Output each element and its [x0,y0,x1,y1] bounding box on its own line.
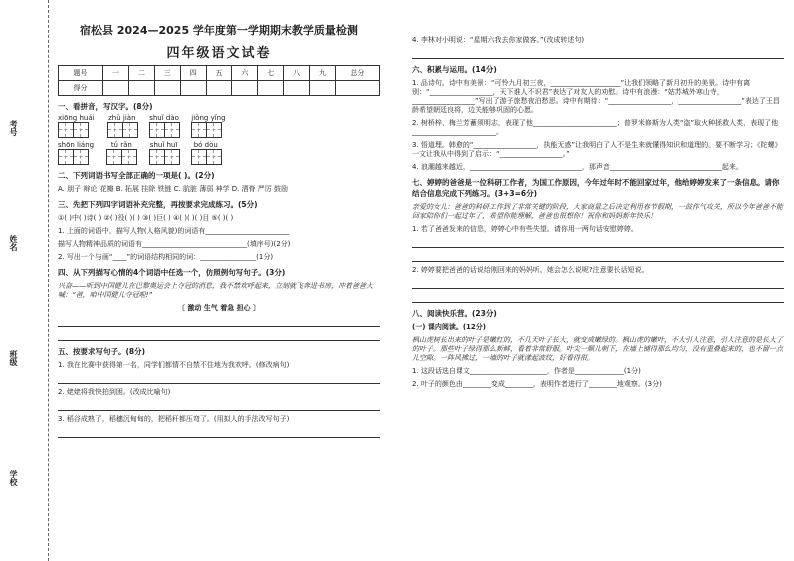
writing-cell[interactable] [191,149,207,165]
answer-line[interactable] [58,316,380,327]
score-header-cell: 九 [310,66,336,81]
score-header-cell: 六 [232,66,258,81]
section-5-q2: 2. 姥姥将我快拍到困。(改成比喻句) [58,388,171,396]
score-header-cell: 八 [284,66,310,81]
section-3-fill: ①( )中( )诗( ) ②( )役( )( ) ③( )巨( ) ④( )( )( )目 ⑤( )( ) [58,214,234,222]
pinyin-grid [58,114,380,165]
pinyin-text: jiǒng yǐng [191,114,226,122]
score-cell[interactable] [103,81,129,96]
margin-label-name: 姓名 [9,235,18,251]
score-header-cell: 一 [103,66,129,81]
section-6-q4: 4. 浪潮越来越近，________________________________，那声音________________________________起来。 [412,163,743,171]
question-indirect-speech: 4. 李林对小明说：“星期六我去你家做客。”(改成转述句) [412,36,585,44]
section-6-q1: 1. 品诗句。诗中有美景：“可怜九月初三夜，____________________”让我们领略了新月初升的美景。诗中有离别：“__________________，天下谁人不识君”表达了对友人的劝慰。诗中有浪漫：“姑苏城外寒山寺，__________________”写出了游子旅愁夜泊愁思。诗中有期待：“__________________，__________________”表达了王昌龄希望朝廷良将，边关能够巩固的心愿。 [412,79,780,114]
writing-cell[interactable] [58,149,74,165]
pinyin-text: zhǔ jiàn [108,114,136,122]
pinyin-item [107,114,137,138]
pinyin-item [191,114,225,138]
margin-label-class: 班级 [9,350,18,366]
section-6-q2: 2. 树桥梓、梅兰芳蓄须明志，表现了他________________________；普罗米修斯为人类“盗”取火种拯救人类，表现了他________________________。 [412,119,779,136]
score-cell[interactable] [128,81,154,96]
section-8-heading: 八、阅读快乐营。(23分) [412,309,497,318]
section-7-q2: 2. 婷婷要把爸爸的话说给刚回来的妈妈听。她会怎么说呢?注意要长话短说。 [412,266,649,274]
section-3-heading: 三、先把下列四字词语补充完整，再按要求完成练习。(5分) [58,200,258,209]
section-2-options: A. 朋子 辩论 花瓣 B. 拓展 挂除 铁链 C. 肮脏 薄弱 神学 D. 洒脊 严厉 鼓励 [58,185,289,193]
section-6-heading: 六、积累与运用。(14分) [412,65,497,74]
score-header-cell: 三 [154,66,180,81]
score-header-cell: 题号 [59,66,103,81]
left-column [58,6,380,556]
writing-cell[interactable] [206,149,222,165]
section-6-q3: 3. 悟道理。韩愈的“__________________，执能无惑”让我明白了人不是生来就懂得知识和道理的。要不断学习；《陀螺》一文让我从中得到了启示：“__________________。” [412,141,782,158]
writing-cell[interactable] [58,122,74,138]
score-header-cell: 总分 [335,66,379,81]
answer-line[interactable] [412,278,784,289]
writing-cell[interactable] [164,122,180,138]
margin-label-school: 学校 [9,470,18,486]
score-cell[interactable] [154,81,180,96]
pinyin-item [149,114,179,138]
writing-cell[interactable] [191,122,207,138]
pinyin-item [58,114,95,138]
exam-title: 宿松县 2024—2025 学年度第一学期期末教学质量检测 [80,24,358,37]
score-table [58,65,380,96]
section-1-heading: 一、看拼音，写汉字。(8分) [58,102,153,111]
answer-line[interactable] [412,237,784,248]
section-2-heading: 二、下列词语书写全部正确的一项是( )。(2分) [58,171,215,180]
writing-cell[interactable] [149,122,165,138]
pinyin-item [191,141,221,165]
pinyin-item [58,141,94,165]
writing-cell[interactable] [164,149,180,165]
pinyin-item [149,141,179,165]
pinyin-item [106,141,136,165]
section-8-q1: 1. 这段话选自课文______________________，作者是______________(1分) [412,367,641,375]
score-header-cell: 七 [258,66,284,81]
section-7-heading: 七、婷婷的爸爸是一位科研工作者，为国工作原因，今年过年时不能回家过年，他给婷婷发来了一条信息。请你结合信息完成下列练习。(3+3=6分) [412,178,780,198]
section-8-q2: 2. 叶子的颜色由________变成________，表明作者进行了________地观察。(3分) [412,380,662,388]
score-header-cell: 二 [128,66,154,81]
section-4-heading: 四、从下列描写心情的4个词语中任选一个，仿照例句写句子。(3分) [58,268,286,277]
score-cell[interactable] [310,81,336,96]
score-row-label: 得分 [59,81,103,96]
pinyin-text: bó dòu [193,141,218,149]
pinyin-text: xiōng huái [58,114,95,122]
writing-cell[interactable] [106,149,122,165]
section-5-q1: 1. 我在比赛中获得第一名，同学们都情不自禁不住地为我欢呼。(修改病句) [58,361,290,369]
answer-line[interactable] [58,400,380,411]
score-cell[interactable] [284,81,310,96]
score-cell[interactable] [232,81,258,96]
section-5-heading: 五、按要求写句子。(8分) [58,347,146,356]
writing-cell[interactable] [206,122,222,138]
writing-cell[interactable] [121,149,137,165]
section-4-example: 兴奋——听到中国健儿在巴黎奥运会上夺冠的消息，我不禁欢呼起来，立刻就飞奔进书房，冲着爸爸大喊：“爸，咱中国健儿夺冠啦!” [58,282,373,299]
writing-cell[interactable] [73,122,89,138]
score-cell[interactable] [206,81,232,96]
section-5-q3: 3. 稻谷成熟了，稻穗沉甸甸的，把稻秆都压弯了。(用拟人的手法改写句子) [58,415,290,423]
answer-line[interactable] [58,330,380,341]
answer-line[interactable] [412,251,784,262]
margin-label-exam-number: 考号 [9,120,18,136]
right-column [412,6,784,556]
section-3-q1: 1. 上面的词语中，描写人物(人格风貌)的词语有________________________ [58,227,290,235]
section-3-q1b: 描写人物精神品质的词语有______________________________(填序号)(2分) [58,240,291,248]
score-cell[interactable] [180,81,206,96]
section-7-q1: 1. 若了爸爸发来的信息，婷婷心中有些失望。请你用一两句话安慰婷婷。 [412,225,638,233]
pinyin-text: shuǐ huī [149,141,178,149]
writing-cell[interactable] [149,149,165,165]
writing-cell[interactable] [73,149,89,165]
writing-cell[interactable] [122,122,138,138]
answer-line[interactable] [412,292,784,303]
answer-line[interactable] [412,48,784,59]
pinyin-text: shōn liáng [58,141,95,149]
answer-line[interactable] [58,427,380,438]
score-cell[interactable] [258,81,284,96]
writing-cell[interactable] [107,122,123,138]
section-7-message: 亲爱的女儿：爸爸的科研工作到了非常关键的阶段，大家商量之后决定利用春节假期，一鼓作气攻关，所以今年爸爸不能回家陪你们一起过年了，希望你能理解，爸爸也很想你！祝你和妈妈新年快乐！ [412,203,783,220]
score-header-cell: 五 [206,66,232,81]
section-3-q2: 2. 写出一个与画“____”的词语结构相同的词：________________(1分) [58,253,274,261]
reading-passage: 枫山虎树长出来的叶子是嫩红的，不几天叶子长大，就变成嫩绿的。枫山虎的嫩叶，不大引人注意，引人注意的是长大了的叶子。那些叶子绿得那么新鲜，看着非常舒服。叶尖一顺儿朝下，在墙上铺得那么均匀，没有重叠起来的，也不留一点儿空隙。一阵风拂过，一墙的叶子就漾起波纹，好看得很。 [412,336,783,362]
section-8-subheading: (一) 课内阅读。(12分) [412,323,486,331]
binding-margin [0,0,49,561]
score-cell[interactable] [335,81,379,96]
score-header-cell: 四 [180,66,206,81]
section-4-words: 〔 激动 生气 着急 担心 〕 [177,304,261,312]
pinyin-text: tǔ rǎn [110,141,132,149]
exam-subtitle: 四年级语文试卷 [166,46,272,61]
answer-line[interactable] [58,373,380,384]
pinyin-text: shuǐ dào [149,114,179,122]
